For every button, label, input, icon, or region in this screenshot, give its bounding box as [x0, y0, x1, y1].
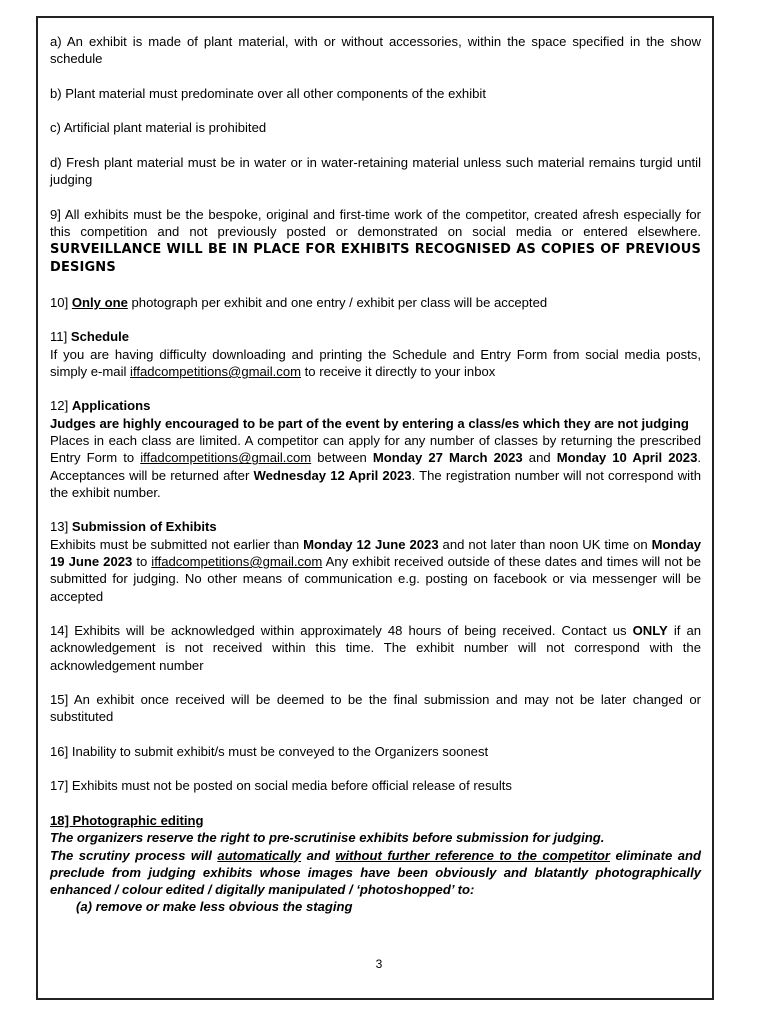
rule-a: [50, 33, 701, 68]
rule-18-line-1: The organizers reserve the right to pre-scrutinise exhibits before submission for judging.: [50, 830, 605, 846]
open-date: Monday 27 March 2023: [372, 450, 523, 466]
rule-c-text: c) Artificial plant material is prohibited: [50, 120, 267, 136]
rule-14-text: 14] Exhibits will be acknowledged within approximately 48 hours of being received. Contact us: [50, 623, 627, 639]
rule-13-text-mid: and not later than noon UK time on: [442, 536, 648, 552]
rule-11-number: 11]: [50, 329, 68, 345]
rule-17-text: 17] Exhibits must not be posted on social media before official release of results: [50, 778, 512, 794]
rule-13-number: 13]: [50, 519, 69, 535]
rule-13: [50, 518, 701, 604]
rule-10-text: photograph per exhibit and one entry / exhibit per class will be accepted: [131, 294, 548, 310]
rule-10: [50, 294, 701, 311]
rule-18-line-2-end: eliminate and preclude from judging exhibits whose images have been obviously and blatantly photographically enhanced / colour edited / digitally manipulated / ‘photoshopped’ to:: [50, 847, 701, 898]
only-one-emphasis: Only one: [71, 294, 128, 310]
automatically-emphasis: automatically: [217, 847, 302, 863]
rule-b: [50, 85, 701, 102]
submission-heading: Submission of Exhibits: [71, 519, 217, 535]
rule-18-and: and: [306, 847, 330, 863]
rule-15-text: 15] An exhibit once received will be deemed to be the final submission and may not be later changed or substituted: [50, 692, 701, 725]
applications-heading: Applications: [71, 398, 151, 414]
rule-13-text-to: to: [136, 554, 148, 570]
email-link[interactable]: iffadcompetitions@gmail.com: [151, 554, 323, 570]
rule-9-text: 9] All exhibits must be the bespoke, original and first-time work of the competitor, created afresh especially for this competition and not previously posted or demonstrated on social media or entered elsewhere.: [50, 206, 701, 239]
rule-14-text-end: if an acknowledgement is not received within this time. The exhibit number will not correspond with the acknowledgement number: [50, 623, 702, 673]
rule-18-item-a: (a) remove or make less obvious the staging: [76, 899, 353, 915]
rule-12-text-and: and: [528, 450, 551, 466]
rule-12-text-acceptances: . Acceptances will be returned after: [50, 450, 702, 483]
rule-11: [50, 328, 701, 380]
email-link[interactable]: iffadcompetitions@gmail.com: [140, 450, 312, 466]
rule-18: [50, 812, 701, 916]
rule-10-number: 10]: [50, 294, 69, 310]
rule-b-text: b) Plant material must predominate over all other components of the exhibit: [50, 85, 486, 101]
rules-document: [50, 33, 701, 916]
rule-11-text-end: to receive it directly to your inbox: [304, 363, 496, 379]
rule-12-text-between: between: [317, 450, 367, 466]
rule-a-text: a) An exhibit is made of plant material, with or without accessories, within the space specified in the show schedule: [50, 34, 701, 67]
rule-13-text: Exhibits must be submitted not earlier than: [50, 536, 300, 552]
rule-c: [50, 119, 701, 136]
only-emphasis: ONLY: [632, 623, 668, 639]
rule-11-text: If you are having difficulty downloading and printing the Schedule and Entry Form from social media posts, simply e-mail: [50, 346, 701, 379]
without-reference-emphasis: without further reference to the competitor: [335, 847, 610, 863]
submission-end-date: Monday 19 June 2023: [50, 536, 702, 570]
surveillance-warning: SURVEILLANCE WILL BE IN PLACE FOR EXHIBITS RECOGNISED AS COPIES OF PREVIOUS DESIGNS: [50, 242, 701, 276]
rule-12: [50, 397, 701, 501]
rule-d-text: d) Fresh plant material must be in water or in water-retaining material unless such material remains turgid until judging: [50, 154, 701, 188]
rule-17: [50, 777, 701, 794]
submission-start-date: Monday 12 June 2023: [303, 536, 439, 552]
rule-12-text: Places in each class are limited. A competitor can apply for any number of classes by returning the prescribed Entry Form to: [50, 433, 701, 466]
judges-note: Judges are highly encouraged to be part of the event by entering a class/es which they are not judging: [50, 415, 689, 431]
rule-16-text: 16] Inability to submit exhibit/s must be conveyed to the Organizers soonest: [50, 743, 489, 759]
rule-16: [50, 743, 701, 760]
rule-14: [50, 622, 701, 674]
close-date: Monday 10 April 2023: [556, 450, 698, 466]
email-link[interactable]: iffadcompetitions@gmail.com: [130, 363, 302, 379]
schedule-heading: Schedule: [70, 329, 130, 345]
rule-9: [50, 206, 701, 277]
rule-13-text-end: Any exhibit received outside of these dates and times will not be submitted for judging. No other means of communication e.g. posting on facebook or via messenger will be accepted: [50, 554, 702, 604]
rule-12-number: 12]: [50, 398, 69, 414]
rule-12-text-end: . The registration number will not correspond with the exhibit number.: [50, 467, 701, 500]
rule-15: [50, 691, 701, 726]
photographic-editing-heading: 18] Photographic editing: [50, 812, 204, 828]
rule-d: [50, 154, 701, 189]
rule-18-line-2: The scrutiny process will: [50, 847, 212, 863]
acceptance-date: Wednesday 12 April 2023: [253, 467, 412, 483]
page-number: 3: [375, 957, 383, 971]
